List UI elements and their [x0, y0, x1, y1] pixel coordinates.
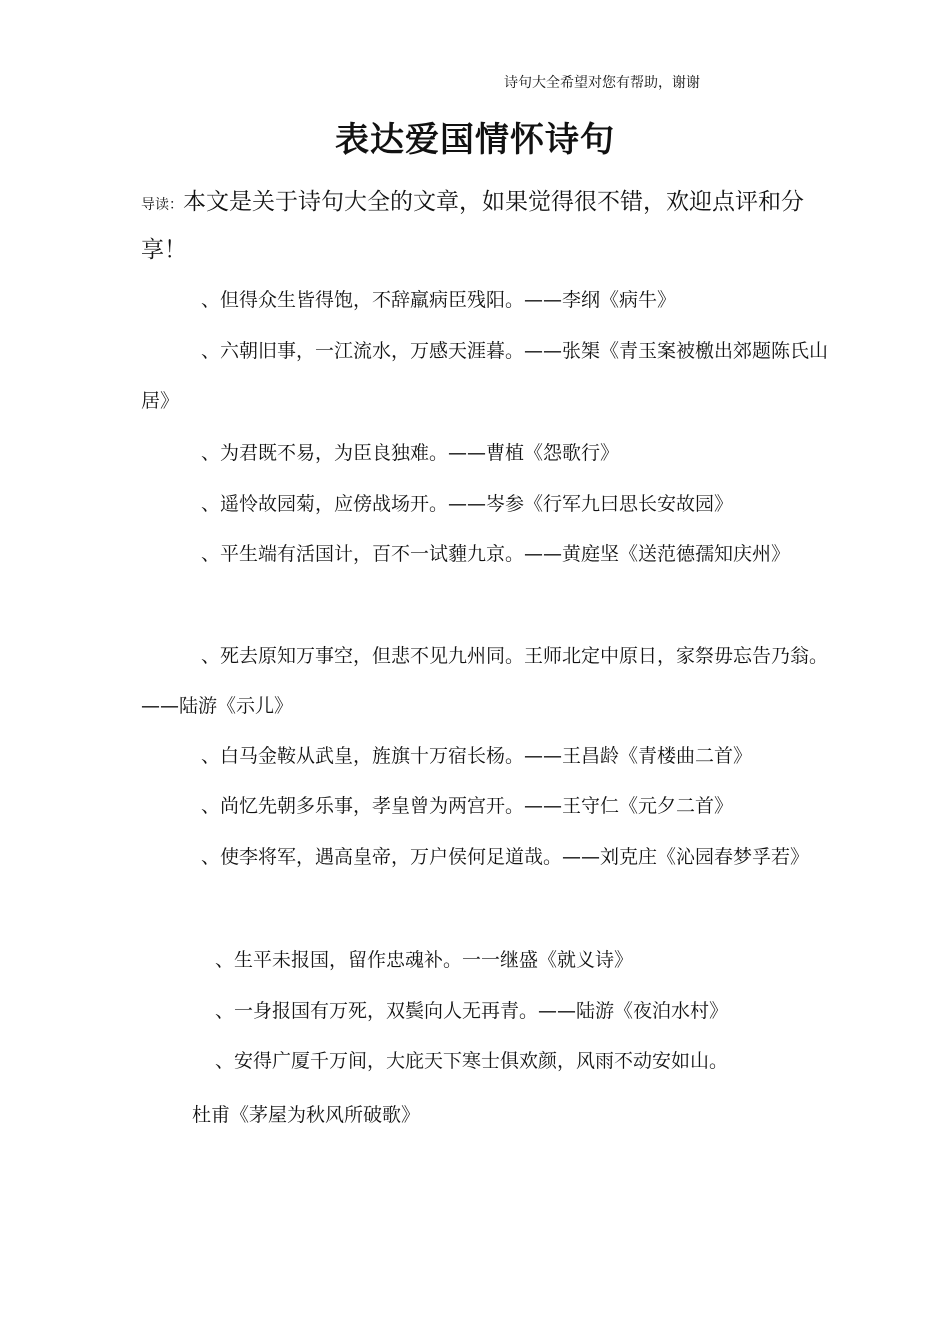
- poem-line-9: 、使李将军，遇高皇帝，万户侯何足道哉。——刘克庄《沁园春梦孚若》: [201, 846, 810, 868]
- poem-line-7: 、白马金鞍从武皇，旌旗十万宿长杨。——王昌龄《青楼曲二首》: [201, 745, 753, 767]
- page-title: 表达爱国情怀诗句: [335, 120, 615, 160]
- poem-author-line: 杜甫《茅屋为秋风所破歌》: [192, 1104, 421, 1126]
- intro-text: 本文是关于诗句大全的文章，如果觉得很不错，欢迎点评和分享！: [141, 189, 804, 263]
- poem-line-3: 、为君既不易，为臣良独难。——曹植《怨歌行》: [201, 442, 620, 464]
- poem-line-5: 、平生端有活国计，百不一试薶九京。——黄庭坚《送范德孺知庆州》: [201, 543, 791, 565]
- header-note: 诗句大全希望对您有帮助，谢谢: [504, 75, 700, 91]
- intro-lead: 导读：: [141, 197, 183, 213]
- poem-line-11: 、一身报国有万死，双鬓向人无再青。——陆游《夜泊水村》: [215, 1000, 729, 1022]
- poem-line-12: 、安得广厦千万间，大庇天下寒士俱欢颜，风雨不动安如山。: [215, 1050, 729, 1072]
- poem-line-8: 、尚忆先朝多乐事，孝皇曾为两宫开。——王守仁《元夕二首》: [201, 795, 734, 817]
- poem-line-10: 、生平未报国，留作忠魂补。一一继盛《就义诗》: [215, 949, 634, 971]
- poem-line-2: 、六朝旧事，一江流水，万感天涯暮。——张榘《青玉案被檄出郊题陈氏山居》: [141, 340, 829, 412]
- poem-line-6: 、死去原知万事空，但悲不见九州同。王师北定中原日，家祭毋忘告乃翁。——陆游《示儿》: [141, 645, 829, 717]
- intro-paragraph: [141, 180, 831, 273]
- poem-line-4: 、遥怜故园菊，应傍战场开。——岑参《行军九曰思长安故园》: [201, 493, 734, 515]
- poem-line-1: 、但得众生皆得饱，不辞羸病臣残阳。——李纲《病牛》: [201, 289, 677, 311]
